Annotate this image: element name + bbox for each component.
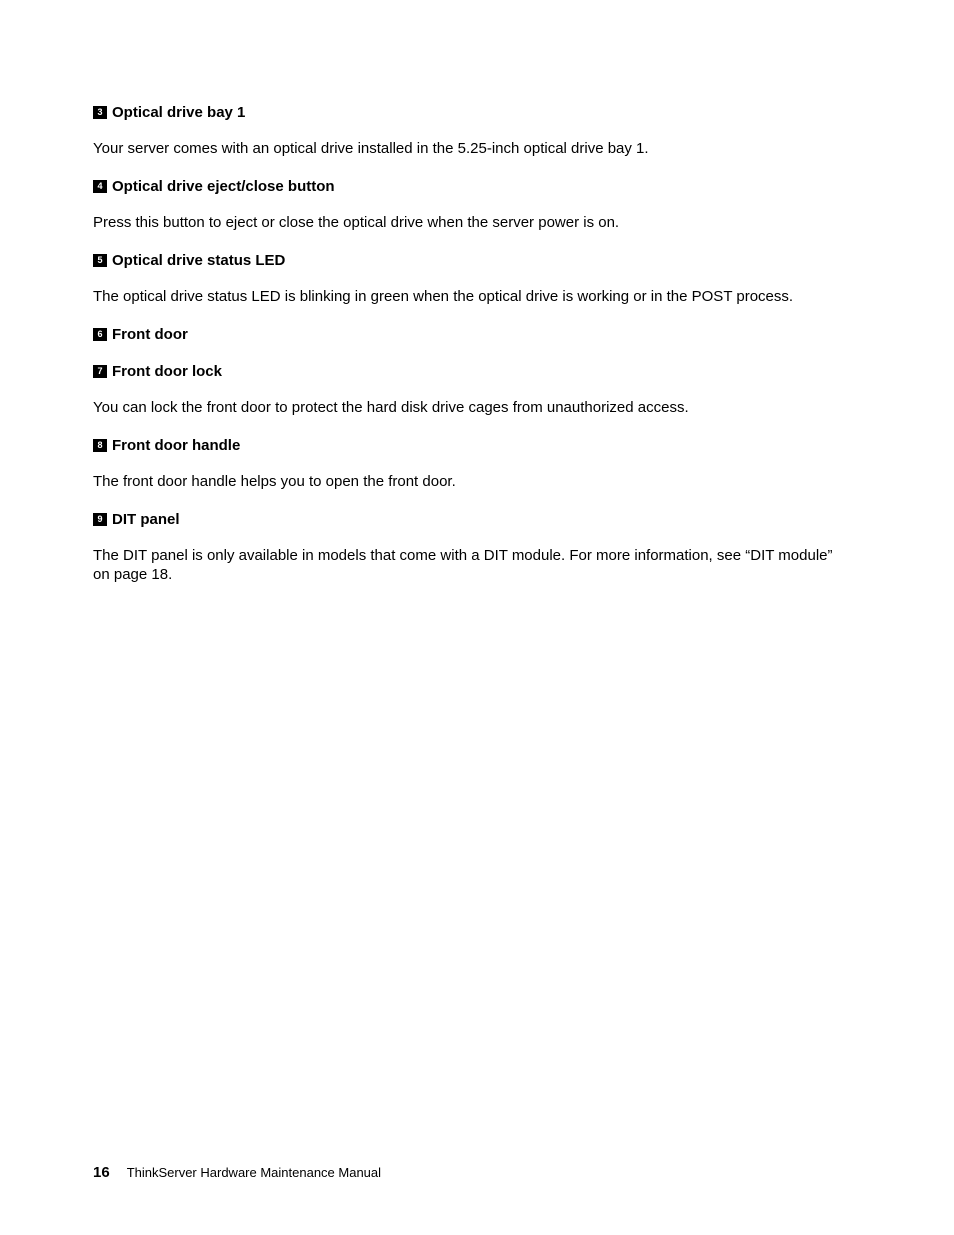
section-heading-front-door-handle — [93, 435, 853, 455]
manual-page-content — [93, 102, 853, 602]
section-paragraph: Your server comes with an optical drive installed in the 5.25-inch optical drive bay 1. — [93, 140, 649, 157]
section-paragraph: You can lock the front door to protect the hard disk drive cages from unauthorized access. — [93, 399, 689, 416]
section-heading-dit-panel — [93, 509, 853, 529]
section-heading-front-door — [93, 324, 853, 344]
manual-title: ThinkServer Hardware Maintenance Manual — [126, 1165, 382, 1180]
callout-number-badge: 3 — [93, 106, 107, 119]
callout-number-badge: 5 — [93, 254, 107, 267]
section-title: Front door lock — [112, 362, 222, 380]
section-spacer — [93, 344, 853, 361]
callout-number-badge: 6 — [93, 328, 107, 341]
section-title: Front door handle — [112, 436, 241, 454]
section-title: Front door — [112, 325, 188, 343]
callout-number-badge: 4 — [93, 180, 107, 193]
callout-number-badge: 9 — [93, 513, 107, 526]
section-title: Optical drive bay 1 — [112, 103, 246, 121]
section-heading-front-door-lock — [93, 361, 853, 381]
page-footer — [93, 1164, 381, 1181]
section-paragraph: The optical drive status LED is blinking in green when the optical drive is working or in the POST process. — [93, 288, 794, 305]
section-title: Optical drive status LED — [112, 251, 286, 269]
section-heading-eject-button — [93, 176, 853, 196]
section-paragraph: The front door handle helps you to open the front door. — [93, 473, 456, 490]
section-paragraph: The DIT panel is only available in models that come with a DIT module. For more information, see “DIT module” on page 18. — [93, 547, 833, 583]
section-title: DIT panel — [112, 510, 180, 528]
callout-number-badge: 7 — [93, 365, 107, 378]
callout-number-badge: 8 — [93, 439, 107, 452]
section-heading-status-led — [93, 250, 853, 270]
section-heading-optical-drive-bay — [93, 102, 853, 122]
page-number: 16 — [93, 1164, 110, 1181]
section-title: Optical drive eject/close button — [112, 177, 335, 195]
section-paragraph: Press this button to eject or close the optical drive when the server power is on. — [93, 214, 620, 231]
